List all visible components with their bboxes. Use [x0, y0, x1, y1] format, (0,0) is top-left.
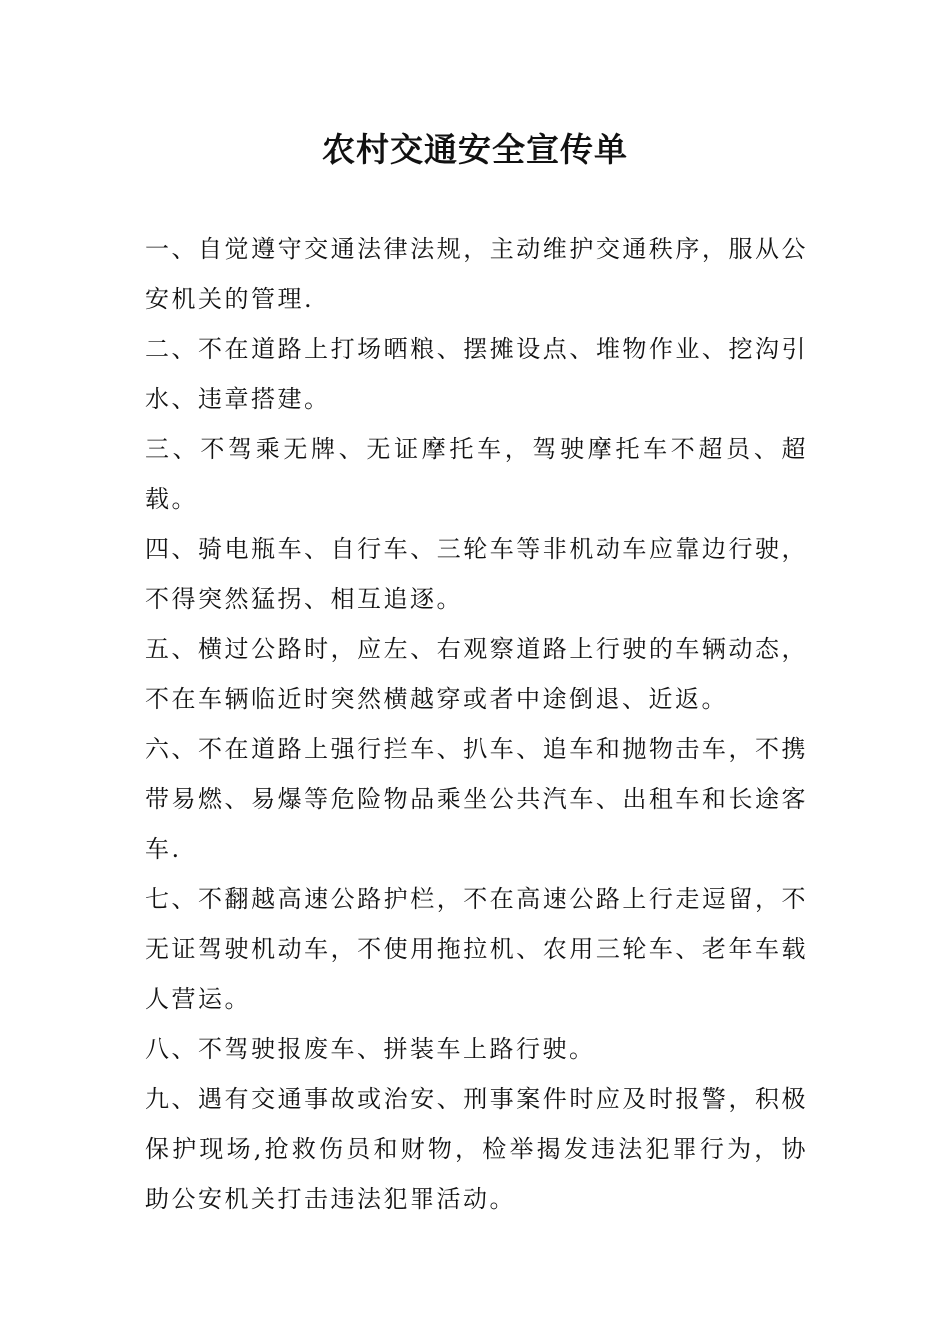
list-item: 二、不在道路上打场晒粮、摆摊设点、堆物作业、挖沟引水、违章搭建。: [145, 335, 808, 413]
list-item: 七、不翻越高速公路护栏，不在高速公路上行走逗留，不无证驾驶机动车，不使用拖拉机、农用三轮车、老年车载人营运。: [145, 885, 808, 1013]
list-item: 四、骑电瓶车、自行车、三轮车等非机动车应靠边行驶，不得突然猛拐、相互追逐。: [145, 535, 808, 613]
list-item: 九、遇有交通事故或治安、刑事案件时应及时报警，积极保护现场,抢救伤员和财物，检举揭发违法犯罪行为，协助公安机关打击违法犯罪活动。: [145, 1085, 808, 1213]
list-item: 三、不驾乘无牌、无证摩托车，驾驶摩托车不超员、超载。: [145, 435, 808, 513]
list-item: 六、不在道路上强行拦车、扒车、追车和抛物击车，不携带易燃、易爆等危险物品乘坐公共汽车、出租车和长途客车.: [145, 735, 808, 863]
list-item: 五、横过公路时，应左、右观察道路上行驶的车辆动态，不在车辆临近时突然横越穿或者中途倒退、近返。: [145, 635, 808, 713]
document-title: 农村交通安全宣传单: [322, 130, 628, 169]
list-item: 八、不驾驶报废车、拼装车上路行驶。: [145, 1035, 596, 1063]
document-body: [145, 224, 808, 1224]
list-item: 一、自觉遵守交通法律法规，主动维护交通秩序，服从公安机关的管理.: [145, 235, 808, 313]
